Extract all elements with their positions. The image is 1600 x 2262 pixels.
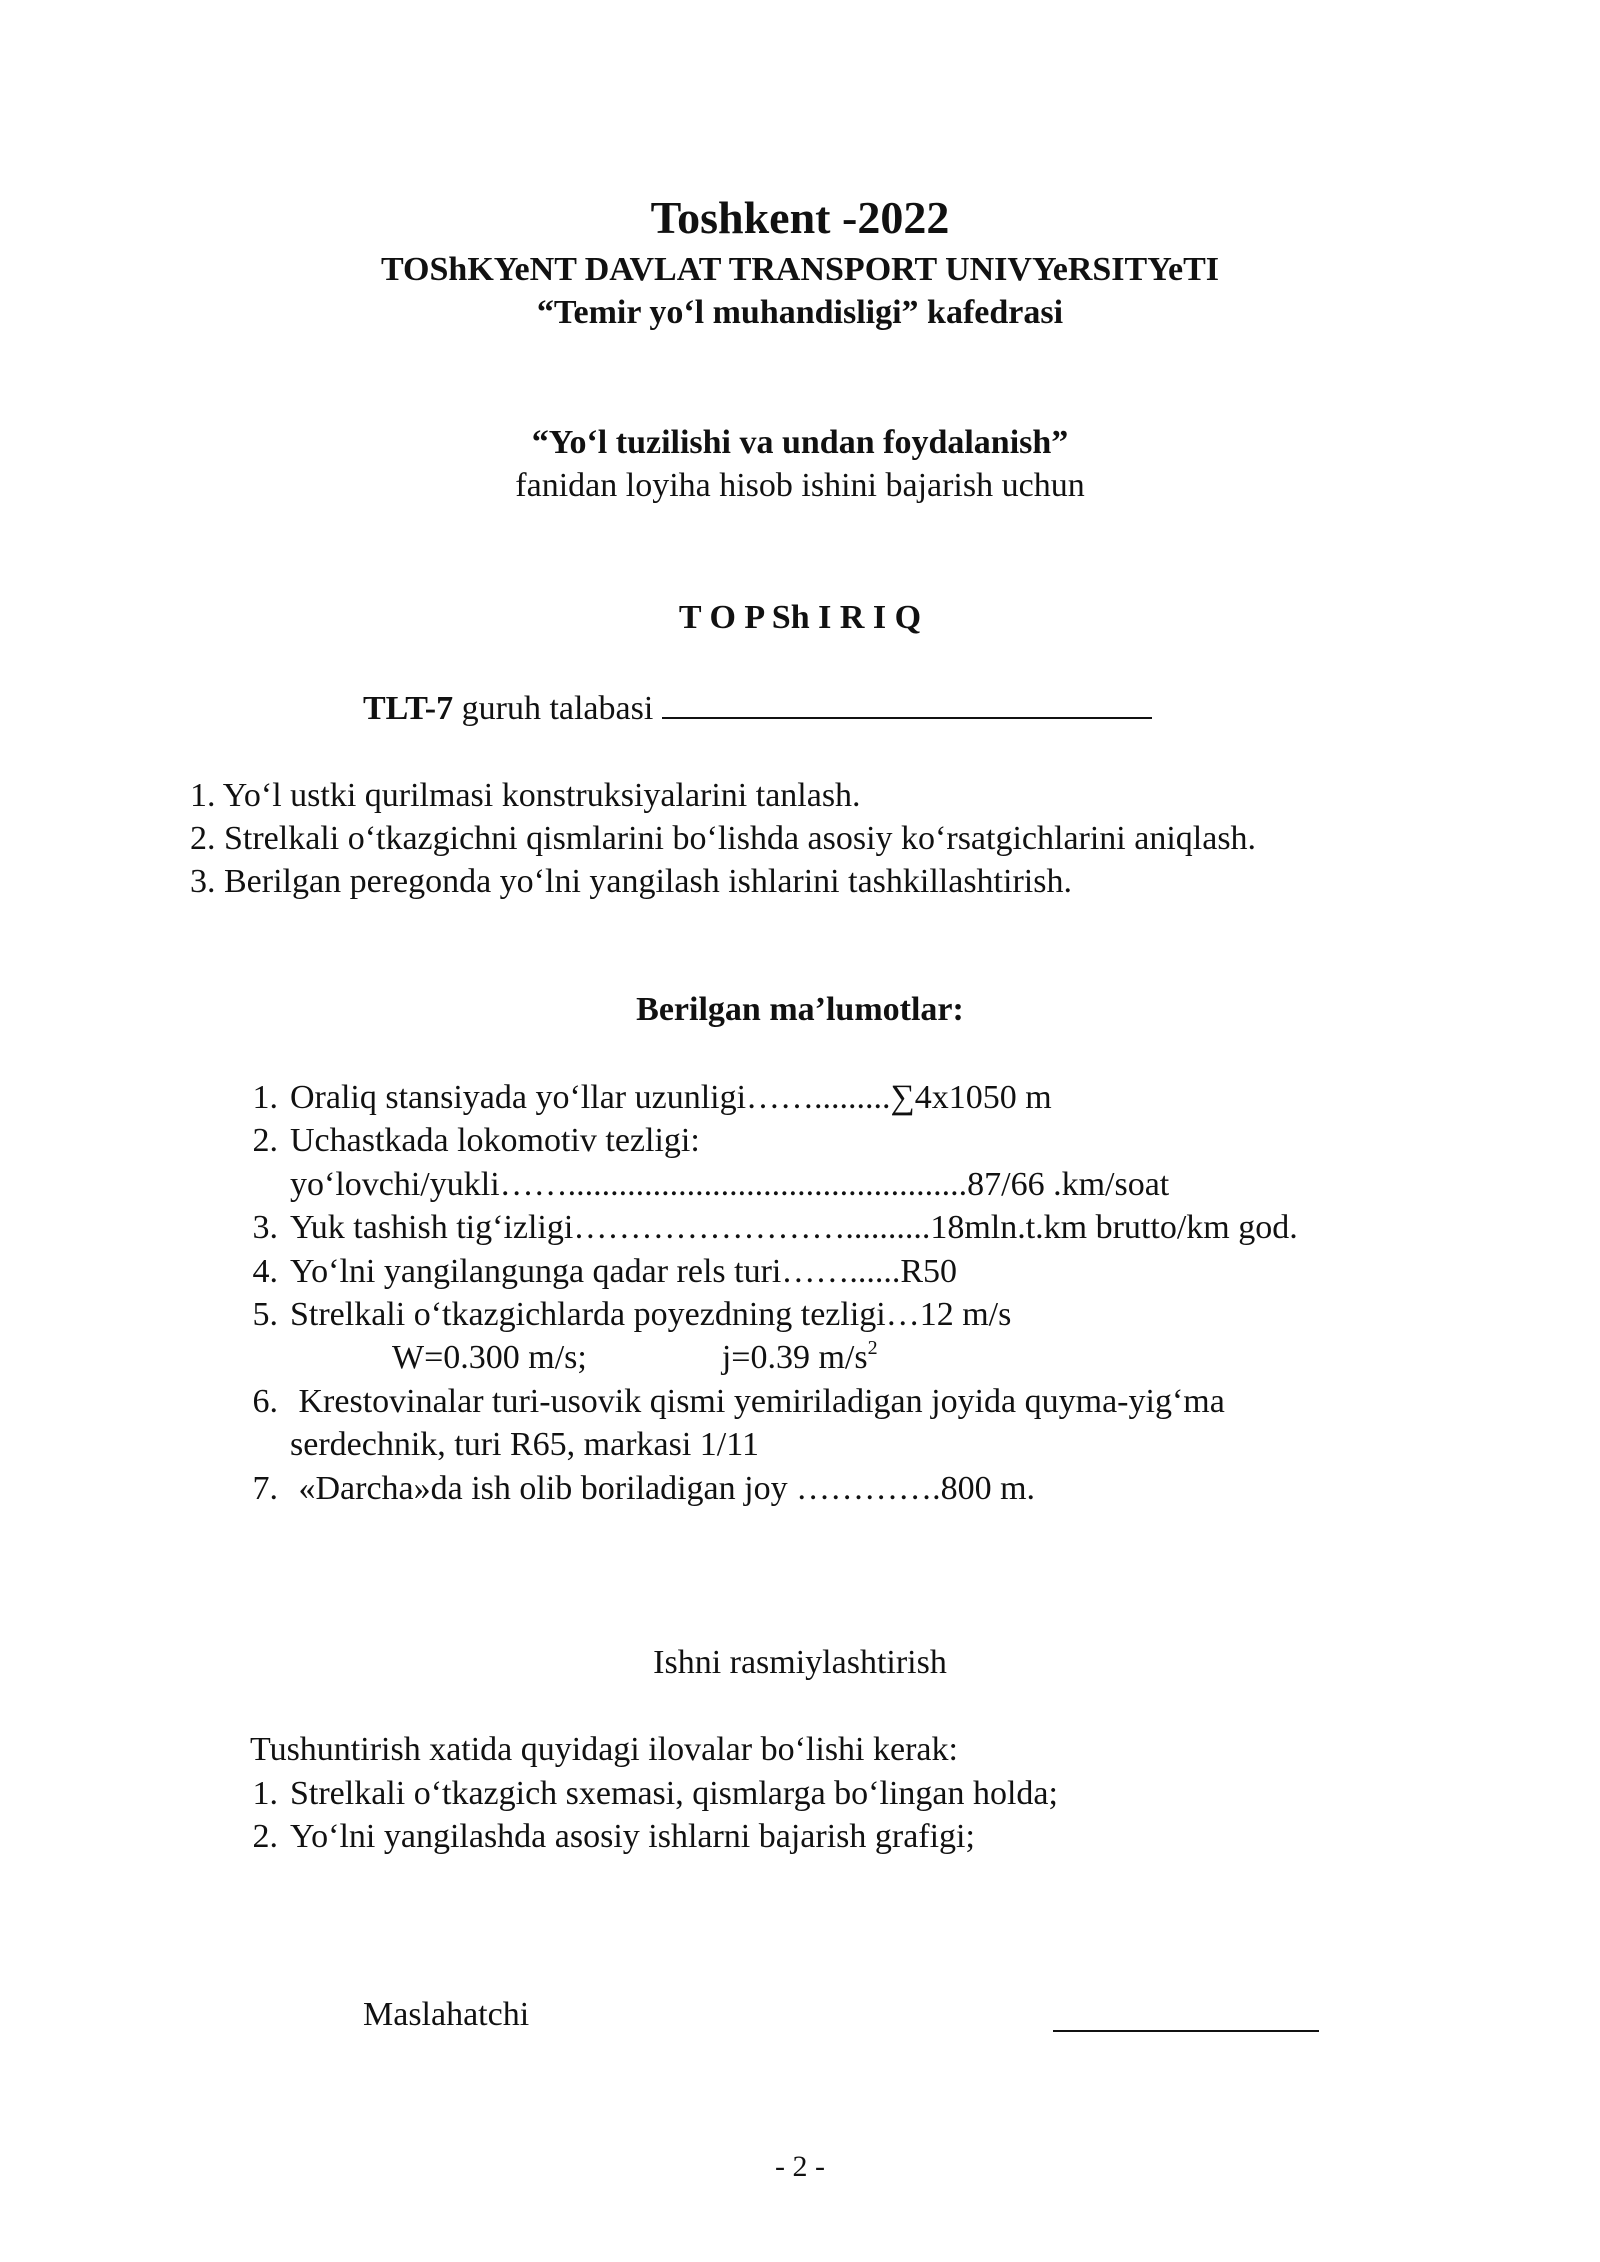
list-item — [226, 1252, 957, 1292]
page-number: - 2 - — [775, 2150, 825, 2183]
advisor-signature-blank — [1053, 2000, 1319, 2032]
j-value: j=0.39 m/s — [721, 1339, 868, 1376]
item-text: Strelkali o‘tkazgichlarda poyezdning tezligi…12 m/s — [290, 1296, 1012, 1333]
list-number: 2. — [252, 1122, 278, 1159]
item-text: Yuk tashish tig‘izligi……………………..........18mln.t.km brutto/km god. — [290, 1209, 1298, 1246]
list-number: 2. — [190, 820, 216, 857]
list-item — [226, 1774, 1058, 1814]
list-item — [226, 1295, 1011, 1335]
student-line — [363, 687, 1152, 729]
list-number: 3. — [252, 1209, 278, 1246]
university-name: TOShKYeNT DAVLAT TRANSPORT UNIVYeRSITYeTI — [380, 251, 1219, 288]
list-item-continuation — [226, 1165, 1169, 1205]
task-item — [190, 819, 1256, 859]
list-number: 4. — [252, 1253, 278, 1290]
student-label: guruh talabasi — [461, 690, 654, 727]
list-item — [226, 1078, 1052, 1118]
item-text: Yo‘lni yangilangunga qadar rels turi……......R50 — [290, 1253, 958, 1290]
list-number: 3. — [190, 863, 216, 900]
student-name-blank — [662, 687, 1152, 719]
item-text: Krestovinalar turi-usovik qismi yemiriladigan joyida quyma-yig‘ma — [290, 1383, 1225, 1420]
list-number: 5. — [252, 1296, 278, 1333]
list-item — [226, 1382, 1225, 1422]
item-text: Strelkali o‘tkazgich sxemasi, qismlarga bo‘lingan holda; — [290, 1775, 1058, 1812]
item-text: Oraliq stansiyada yo‘llar uzunligi…….........∑4x1050 m — [290, 1079, 1052, 1116]
item-text: Yo‘lni yangilashda asosiy ishlarni bajarish grafigi; — [290, 1818, 975, 1855]
advisor-label: Maslahatchi — [363, 1996, 530, 2033]
list-number: 1. — [252, 1775, 278, 1812]
task-item — [190, 776, 861, 816]
formalization-heading: Ishni rasmiylashtirish — [653, 1644, 947, 1681]
task-text: Yo‘l ustki qurilmasi konstruksiyalarini tanlash. — [222, 777, 861, 814]
speed-parameters-line — [392, 1338, 878, 1378]
item-text: serdechnik, turi R65, markasi 1/11 — [290, 1426, 759, 1463]
list-number: 1. — [190, 777, 216, 814]
assignment-heading: T O P Sh I R I Q — [678, 599, 922, 636]
list-item — [226, 1208, 1298, 1248]
group-code: TLT-7 — [363, 690, 454, 727]
task-text: Strelkali o‘tkazgichni qismlarini bo‘lishda asosiy ko‘rsatgichlarini aniqlash. — [224, 820, 1257, 857]
item-text: Uchastkada lokomotiv tezligi: — [290, 1122, 700, 1159]
given-data-heading: Berilgan ma’lumotlar: — [636, 991, 964, 1028]
city-year-title: Toshkent -2022 — [650, 192, 950, 243]
j-exponent: 2 — [867, 1336, 878, 1359]
w-value: W=0.300 m/s; — [392, 1339, 587, 1376]
list-item — [226, 1817, 975, 1857]
list-item — [226, 1121, 700, 1161]
task-text: Berilgan peregonda yo‘lni yangilash ishlarini tashkillashtirish. — [224, 863, 1072, 900]
subject-subtitle: fanidan loyiha hisob ishini bajarish uchun — [515, 467, 1085, 504]
item-text: yo‘lovchi/yukli……...............................................87/66 .km/soat — [290, 1166, 1170, 1203]
list-number: 7. — [252, 1470, 278, 1507]
list-item-continuation — [226, 1425, 759, 1465]
list-number: 2. — [252, 1818, 278, 1855]
list-item — [226, 1469, 1035, 1509]
task-item — [190, 862, 1072, 902]
department-name: “Temir yo‘l muhandisligi” kafedrasi — [536, 294, 1064, 331]
subject-title: “Yo‘l tuzilishi va undan foydalanish” — [531, 424, 1069, 461]
formalization-intro: Tushuntirish xatida quyidagi ilovalar bo‘lishi kerak: — [250, 1731, 958, 1768]
item-text: «Darcha»da ish olib boriladigan joy ………….800 m. — [290, 1470, 1036, 1507]
list-number: 1. — [252, 1079, 278, 1116]
list-number: 6. — [252, 1383, 278, 1420]
